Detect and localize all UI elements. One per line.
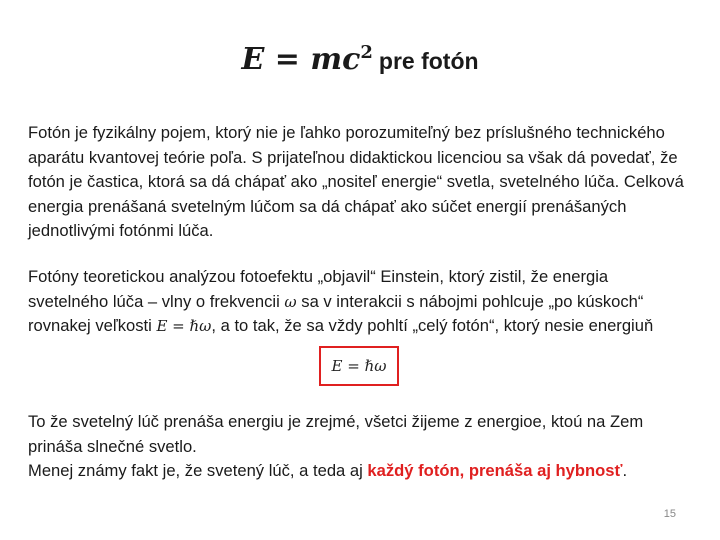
paragraph2-part1: Fotóny teoretickou analýzou fotoefektu „objavil“ Einstein, ktorý zistil, že energia svetelného lúča – vlny o frekvencii	[28, 267, 609, 311]
omega-symbol: ω	[284, 292, 297, 311]
paragraph2-part3: , a to tak, že sa vždy pohltí „celý fotón“, ktorý nesie energiuň	[211, 316, 654, 335]
slide-title	[0, 42, 720, 77]
paragraph-momentum	[28, 410, 693, 484]
paragraph-photon-concept: Fotón je fyzikálny pojem, ktorý nie je ľahko porozumiteľný bez príslušného technického aparátu kvantovej teórie poľa. S prijateľnou didaktickou licenciou sa však dá povedať, že fotón je častica, ktorá sa dá chápať ako „nositeľ energie“ svetla, svetelného lúča. Celková energia prenášaná svetelným lúčom sa dá chápať ako súčet energií prenášaných jednotlivými fotónmi lúča.	[28, 123, 684, 240]
title-equation: $E = mc^2$	[241, 42, 373, 77]
paragraph3-line2: Menej známy fakt je, že svetený lúč, a teda aj	[28, 461, 368, 480]
paragraph3-line1: To že svetelný lúč prenáša energiu je zrejmé, všetci žijeme z energioe, ktoú na Zem prináša slnečné svetlo.	[28, 412, 644, 456]
boxed-energy-formula: E = ℏω	[319, 346, 399, 386]
photon-momentum-highlight: každý fotón, prenáša aj hybnosť	[367, 461, 623, 480]
paragraph2-part2: sa v interakcii s nábojmi pohlcuje „po kúskoch“ rovnakej veľkosti	[28, 291, 644, 335]
title-suffix: pre fotón	[378, 48, 479, 74]
title-exponent: 2	[360, 42, 373, 63]
page-number: 15	[663, 508, 676, 520]
paragraph3-end: .	[622, 461, 628, 480]
paragraph-einstein-photoeffect	[28, 265, 693, 339]
inline-energy-formula: E = ℏω	[156, 317, 212, 335]
